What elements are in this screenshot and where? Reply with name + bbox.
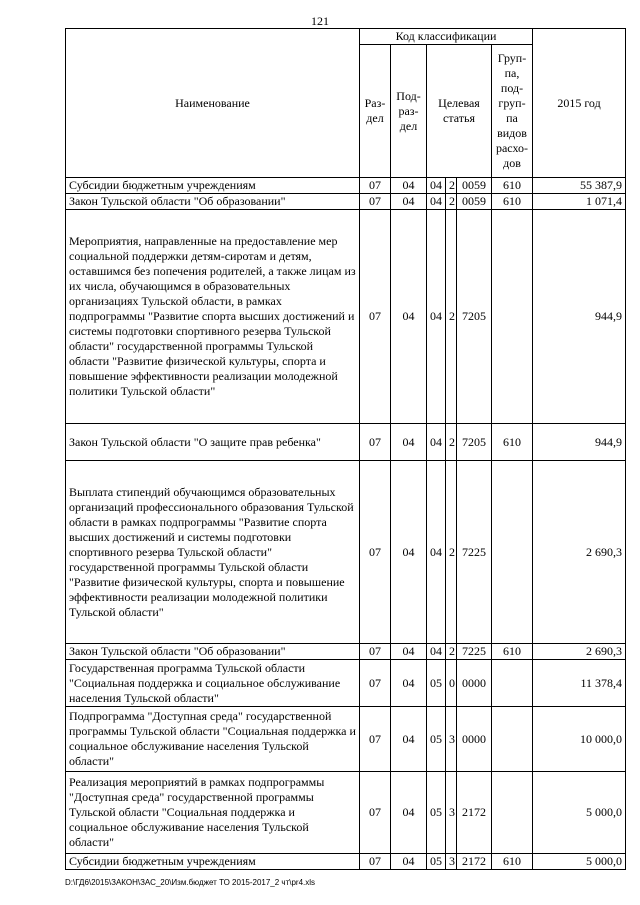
- header-target-article: Целевая статья: [427, 45, 492, 178]
- row-target-subprogram: 2: [446, 194, 457, 210]
- row-section: 07: [360, 644, 391, 660]
- row-target-program: 04: [427, 210, 446, 424]
- table-row: [66, 461, 626, 644]
- row-target-code: 7205: [457, 424, 492, 461]
- header-subsection: Под- раз- дел: [391, 45, 427, 178]
- header-expense-group: Груп- па, под- груп- па видов расхо- дов: [492, 45, 533, 178]
- row-subsection: 04: [391, 178, 427, 194]
- row-expense-type: [492, 772, 533, 854]
- table-row: [66, 772, 626, 854]
- row-amount: 55 387,9: [533, 178, 626, 194]
- row-section: 07: [360, 660, 391, 707]
- row-target-program: 04: [427, 461, 446, 644]
- header-section: Раз- дел: [360, 45, 391, 178]
- row-subsection: 04: [391, 660, 427, 707]
- row-expense-type: [492, 461, 533, 644]
- row-target-program: 05: [427, 854, 446, 870]
- file-path-footer: D:\ГД6\2015\ЗАКОН\ЗАС_20\Изм.бюджет ТО 2015-2017_2 чт\pr4.xls: [65, 878, 316, 887]
- table-row: [66, 194, 626, 210]
- row-target-subprogram: 2: [446, 424, 457, 461]
- row-target-subprogram: 2: [446, 178, 457, 194]
- row-section: 07: [360, 854, 391, 870]
- row-target-subprogram: 3: [446, 707, 457, 772]
- row-name: Субсидии бюджетным учреждениям: [66, 178, 360, 194]
- row-target-subprogram: 3: [446, 854, 457, 870]
- row-name: Подпрограмма "Доступная среда" государственной программы Тульской области "Социальная поддержка и социальное обслуживание населения Тульской области": [66, 707, 360, 772]
- table-row: [66, 210, 626, 424]
- row-target-subprogram: 3: [446, 772, 457, 854]
- row-target-code: 2172: [457, 772, 492, 854]
- row-target-code: 2172: [457, 854, 492, 870]
- row-target-subprogram: 2: [446, 644, 457, 660]
- row-target-program: 05: [427, 707, 446, 772]
- row-target-program: 04: [427, 194, 446, 210]
- row-target-code: 7225: [457, 644, 492, 660]
- header-code: Код классификации: [360, 29, 533, 45]
- row-expense-type: 610: [492, 424, 533, 461]
- table-row: [66, 660, 626, 707]
- row-subsection: 04: [391, 210, 427, 424]
- row-section: 07: [360, 461, 391, 644]
- row-amount: 944,9: [533, 210, 626, 424]
- row-subsection: 04: [391, 644, 427, 660]
- row-target-program: 04: [427, 424, 446, 461]
- header-year: 2015 год: [533, 29, 626, 178]
- row-target-code: 0000: [457, 707, 492, 772]
- row-subsection: 04: [391, 424, 427, 461]
- row-name: Государственная программа Тульской области "Социальная поддержка и социальное обслуживание населения Тульской области": [66, 660, 360, 707]
- row-target-code: 0000: [457, 660, 492, 707]
- row-name: Реализация мероприятий в рамках подпрограммы "Доступная среда" государственной программы Тульской области "Социальная поддержка и социальное обслуживание населения Тульской области": [66, 772, 360, 854]
- row-expense-type: 610: [492, 854, 533, 870]
- row-target-code: 7225: [457, 461, 492, 644]
- row-expense-type: [492, 660, 533, 707]
- row-target-code: 7205: [457, 210, 492, 424]
- table-row: [66, 424, 626, 461]
- row-name: Закон Тульской области "О защите прав ребенка": [66, 424, 360, 461]
- row-amount: 5 000,0: [533, 854, 626, 870]
- page-number: 121: [311, 14, 329, 28]
- row-amount: 2 690,3: [533, 644, 626, 660]
- row-name: Мероприятия, направленные на предоставление мер социальной поддержки детям-сиротам и детям, оставшимся без попечения родителей, а также лицам из их числа, обучающимся в образовательных организациях Тульской области, в рамках подпрограммы "Развитие спорта высших достижений и системы подготовки спортивного резерва Тульской области" государственной программы Тульской области "Развитие физической культуры, спорта и повышение эффективности реализации молодежной политики Тульской области": [66, 210, 360, 424]
- row-amount: 11 378,4: [533, 660, 626, 707]
- row-expense-type: [492, 707, 533, 772]
- row-section: 07: [360, 707, 391, 772]
- row-section: 07: [360, 178, 391, 194]
- row-name: Выплата стипендий обучающимся образовательных организаций профессионального образования Тульской области в рамках подпрограммы "Развитие спорта высших достижений и системы подготовки спортивного резерва Тульской области" государственной программы Тульской области "Развитие физической культуры, спорта и повышение эффективности реализации молодежной политики Тульской области": [66, 461, 360, 644]
- row-target-program: 05: [427, 772, 446, 854]
- row-target-program: 04: [427, 178, 446, 194]
- row-expense-type: 610: [492, 194, 533, 210]
- table-row: [66, 707, 626, 772]
- row-section: 07: [360, 424, 391, 461]
- row-subsection: 04: [391, 194, 427, 210]
- row-amount: 1 071,4: [533, 194, 626, 210]
- row-expense-type: [492, 210, 533, 424]
- row-section: 07: [360, 194, 391, 210]
- row-amount: 5 000,0: [533, 772, 626, 854]
- row-subsection: 04: [391, 854, 427, 870]
- row-name: Закон Тульской области "Об образовании": [66, 644, 360, 660]
- row-target-subprogram: 2: [446, 210, 457, 424]
- row-name: Субсидии бюджетным учреждениям: [66, 854, 360, 870]
- table-row: [66, 854, 626, 870]
- row-section: 07: [360, 772, 391, 854]
- header-name: Наименование: [66, 29, 360, 178]
- row-target-code: 0059: [457, 178, 492, 194]
- row-amount: 944,9: [533, 424, 626, 461]
- row-expense-type: 610: [492, 644, 533, 660]
- row-target-subprogram: 2: [446, 461, 457, 644]
- table-row: [66, 178, 626, 194]
- row-expense-type: 610: [492, 178, 533, 194]
- row-subsection: 04: [391, 707, 427, 772]
- row-target-program: 05: [427, 660, 446, 707]
- row-amount: 10 000,0: [533, 707, 626, 772]
- row-subsection: 04: [391, 772, 427, 854]
- row-section: 07: [360, 210, 391, 424]
- row-name: Закон Тульской области "Об образовании": [66, 194, 360, 210]
- table-row: [66, 644, 626, 660]
- row-subsection: 04: [391, 461, 427, 644]
- row-amount: 2 690,3: [533, 461, 626, 644]
- row-target-subprogram: 0: [446, 660, 457, 707]
- row-target-program: 04: [427, 644, 446, 660]
- budget-table: [65, 28, 626, 870]
- row-target-code: 0059: [457, 194, 492, 210]
